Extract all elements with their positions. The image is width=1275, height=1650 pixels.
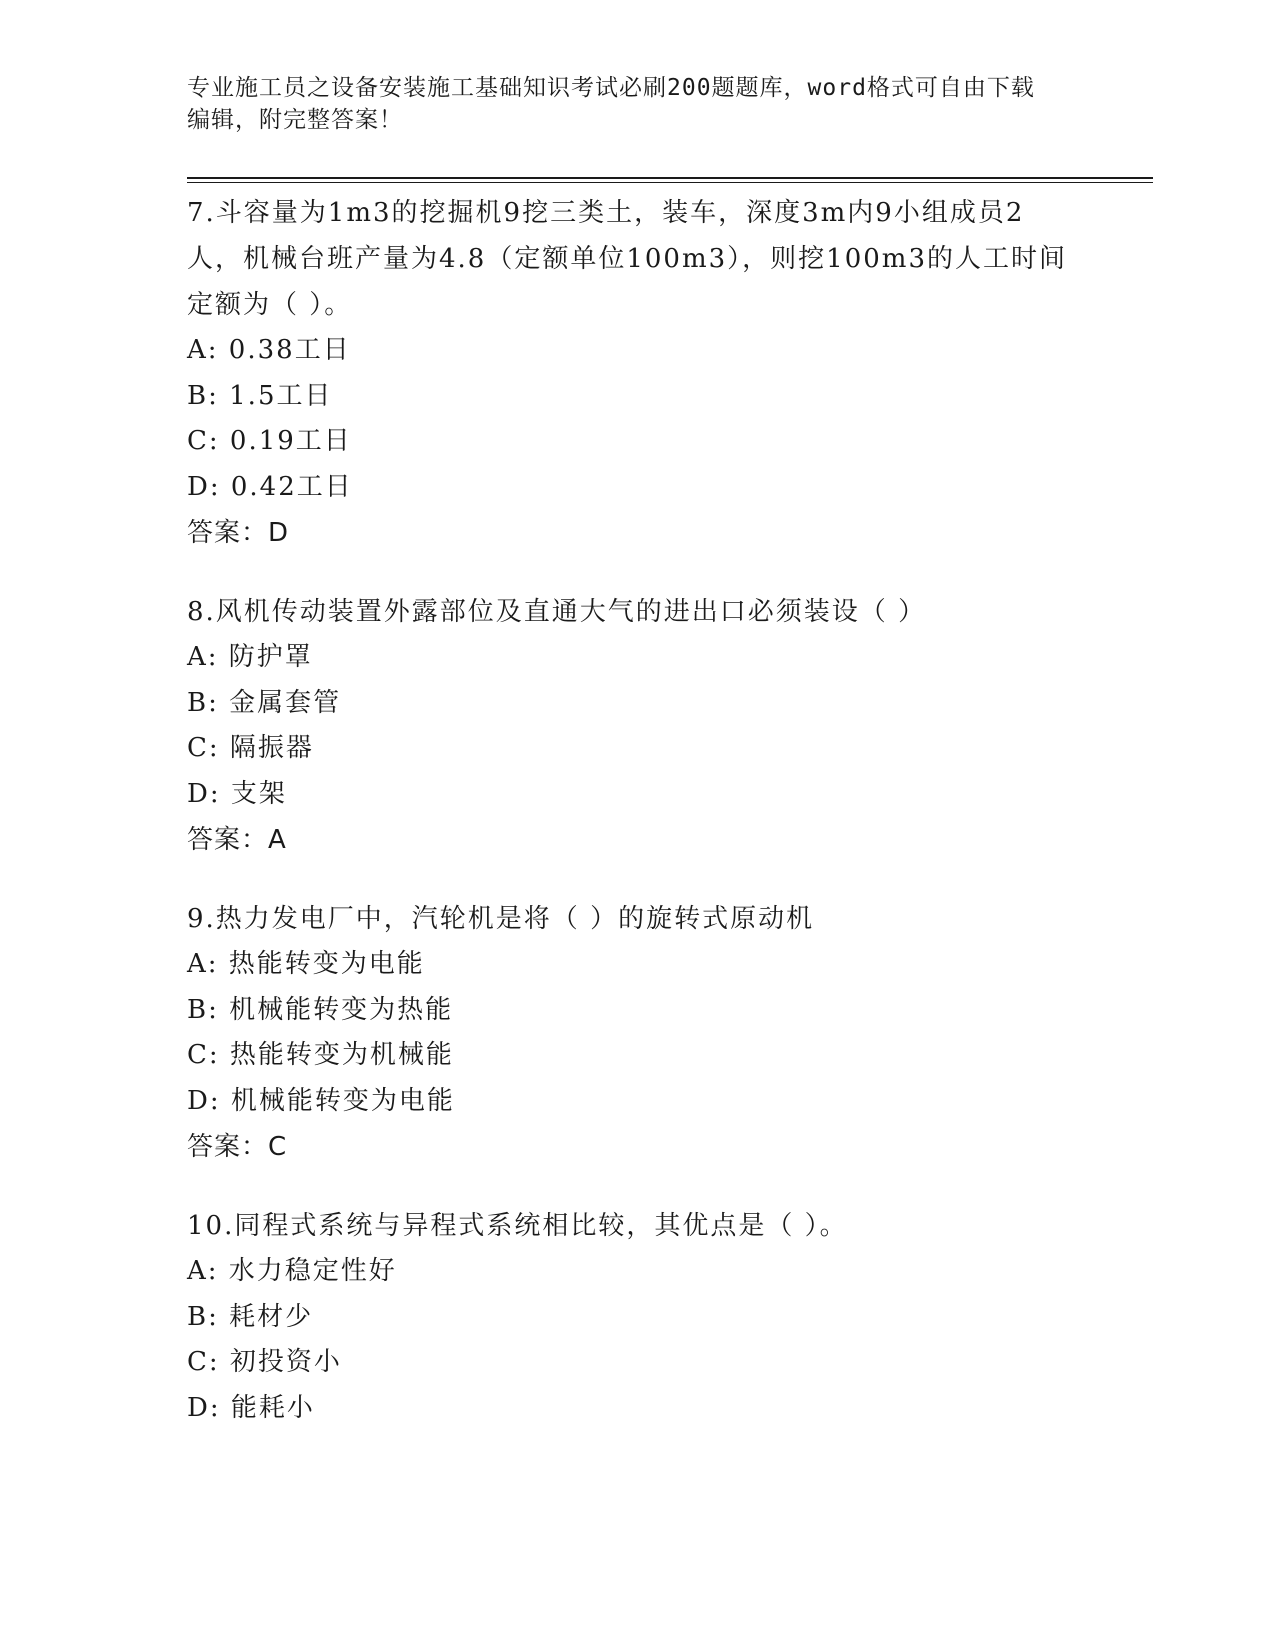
question-stem-line: 10.同程式系统与异程式系统相比较，其优点是（ ）。 xyxy=(187,1211,848,1241)
question-stem-line: 8.风机传动装置外露部位及直通大气的进出口必须装设（ ） xyxy=(187,597,927,627)
document-header xyxy=(187,72,1087,136)
option-d: D: 能耗小 xyxy=(187,1392,315,1423)
header-line-1: 专业施工员之设备安装施工基础知识考试必刷200题题库，word格式可自由下载 xyxy=(187,75,1035,101)
option-b: B: 机械能转变为热能 xyxy=(187,994,454,1025)
question-7 xyxy=(187,190,1087,556)
option-d: D: 0.42工日 xyxy=(187,471,353,502)
answer-line: 答案：D xyxy=(187,518,290,548)
option-a: A: 热能转变为电能 xyxy=(187,949,425,979)
answer-line: 答案：A xyxy=(187,825,287,855)
option-c: C: 热能转变为机械能 xyxy=(187,1040,454,1070)
option-a: A: 0.38工日 xyxy=(187,335,351,365)
option-c: C: 隔振器 xyxy=(187,733,314,763)
question-stem xyxy=(187,1203,1087,1249)
question-stem-line: 定额为（ ）。 xyxy=(187,290,353,320)
option-b: B: 耗材少 xyxy=(187,1301,314,1332)
question-10 xyxy=(187,1203,1087,1431)
question-9 xyxy=(187,896,1087,1170)
header-line-2: 编辑，附完整答案！ xyxy=(187,107,403,133)
question-8 xyxy=(187,589,1087,863)
question-stem xyxy=(187,896,1087,942)
question-stem-line: 人，机械台班产量为4.8（定额单位100m3），则挖100m3的人工时间 xyxy=(187,244,1067,274)
question-stem-line: 9.热力发电厂中，汽轮机是将（ ）的旋转式原动机 xyxy=(187,904,815,934)
question-stem xyxy=(187,589,1087,635)
question-stem-line: 7.斗容量为1m3的挖掘机9挖三类土，装车，深度3m内9小组成员2 xyxy=(187,198,1025,228)
option-a: A: 防护罩 xyxy=(187,642,313,672)
header-divider-thick xyxy=(187,177,1153,179)
option-b: B: 1.5工日 xyxy=(187,380,333,411)
option-a: A: 水力稳定性好 xyxy=(187,1256,397,1286)
option-b: B: 金属套管 xyxy=(187,687,342,718)
answer-line: 答案：C xyxy=(187,1132,288,1162)
question-list xyxy=(187,190,1087,1464)
option-c: C: 0.19工日 xyxy=(187,426,352,456)
option-d: D: 支架 xyxy=(187,778,287,809)
option-c: C: 初投资小 xyxy=(187,1347,342,1377)
option-d: D: 机械能转变为电能 xyxy=(187,1085,455,1116)
header-divider-thin xyxy=(187,182,1153,183)
question-stem xyxy=(187,190,1087,328)
